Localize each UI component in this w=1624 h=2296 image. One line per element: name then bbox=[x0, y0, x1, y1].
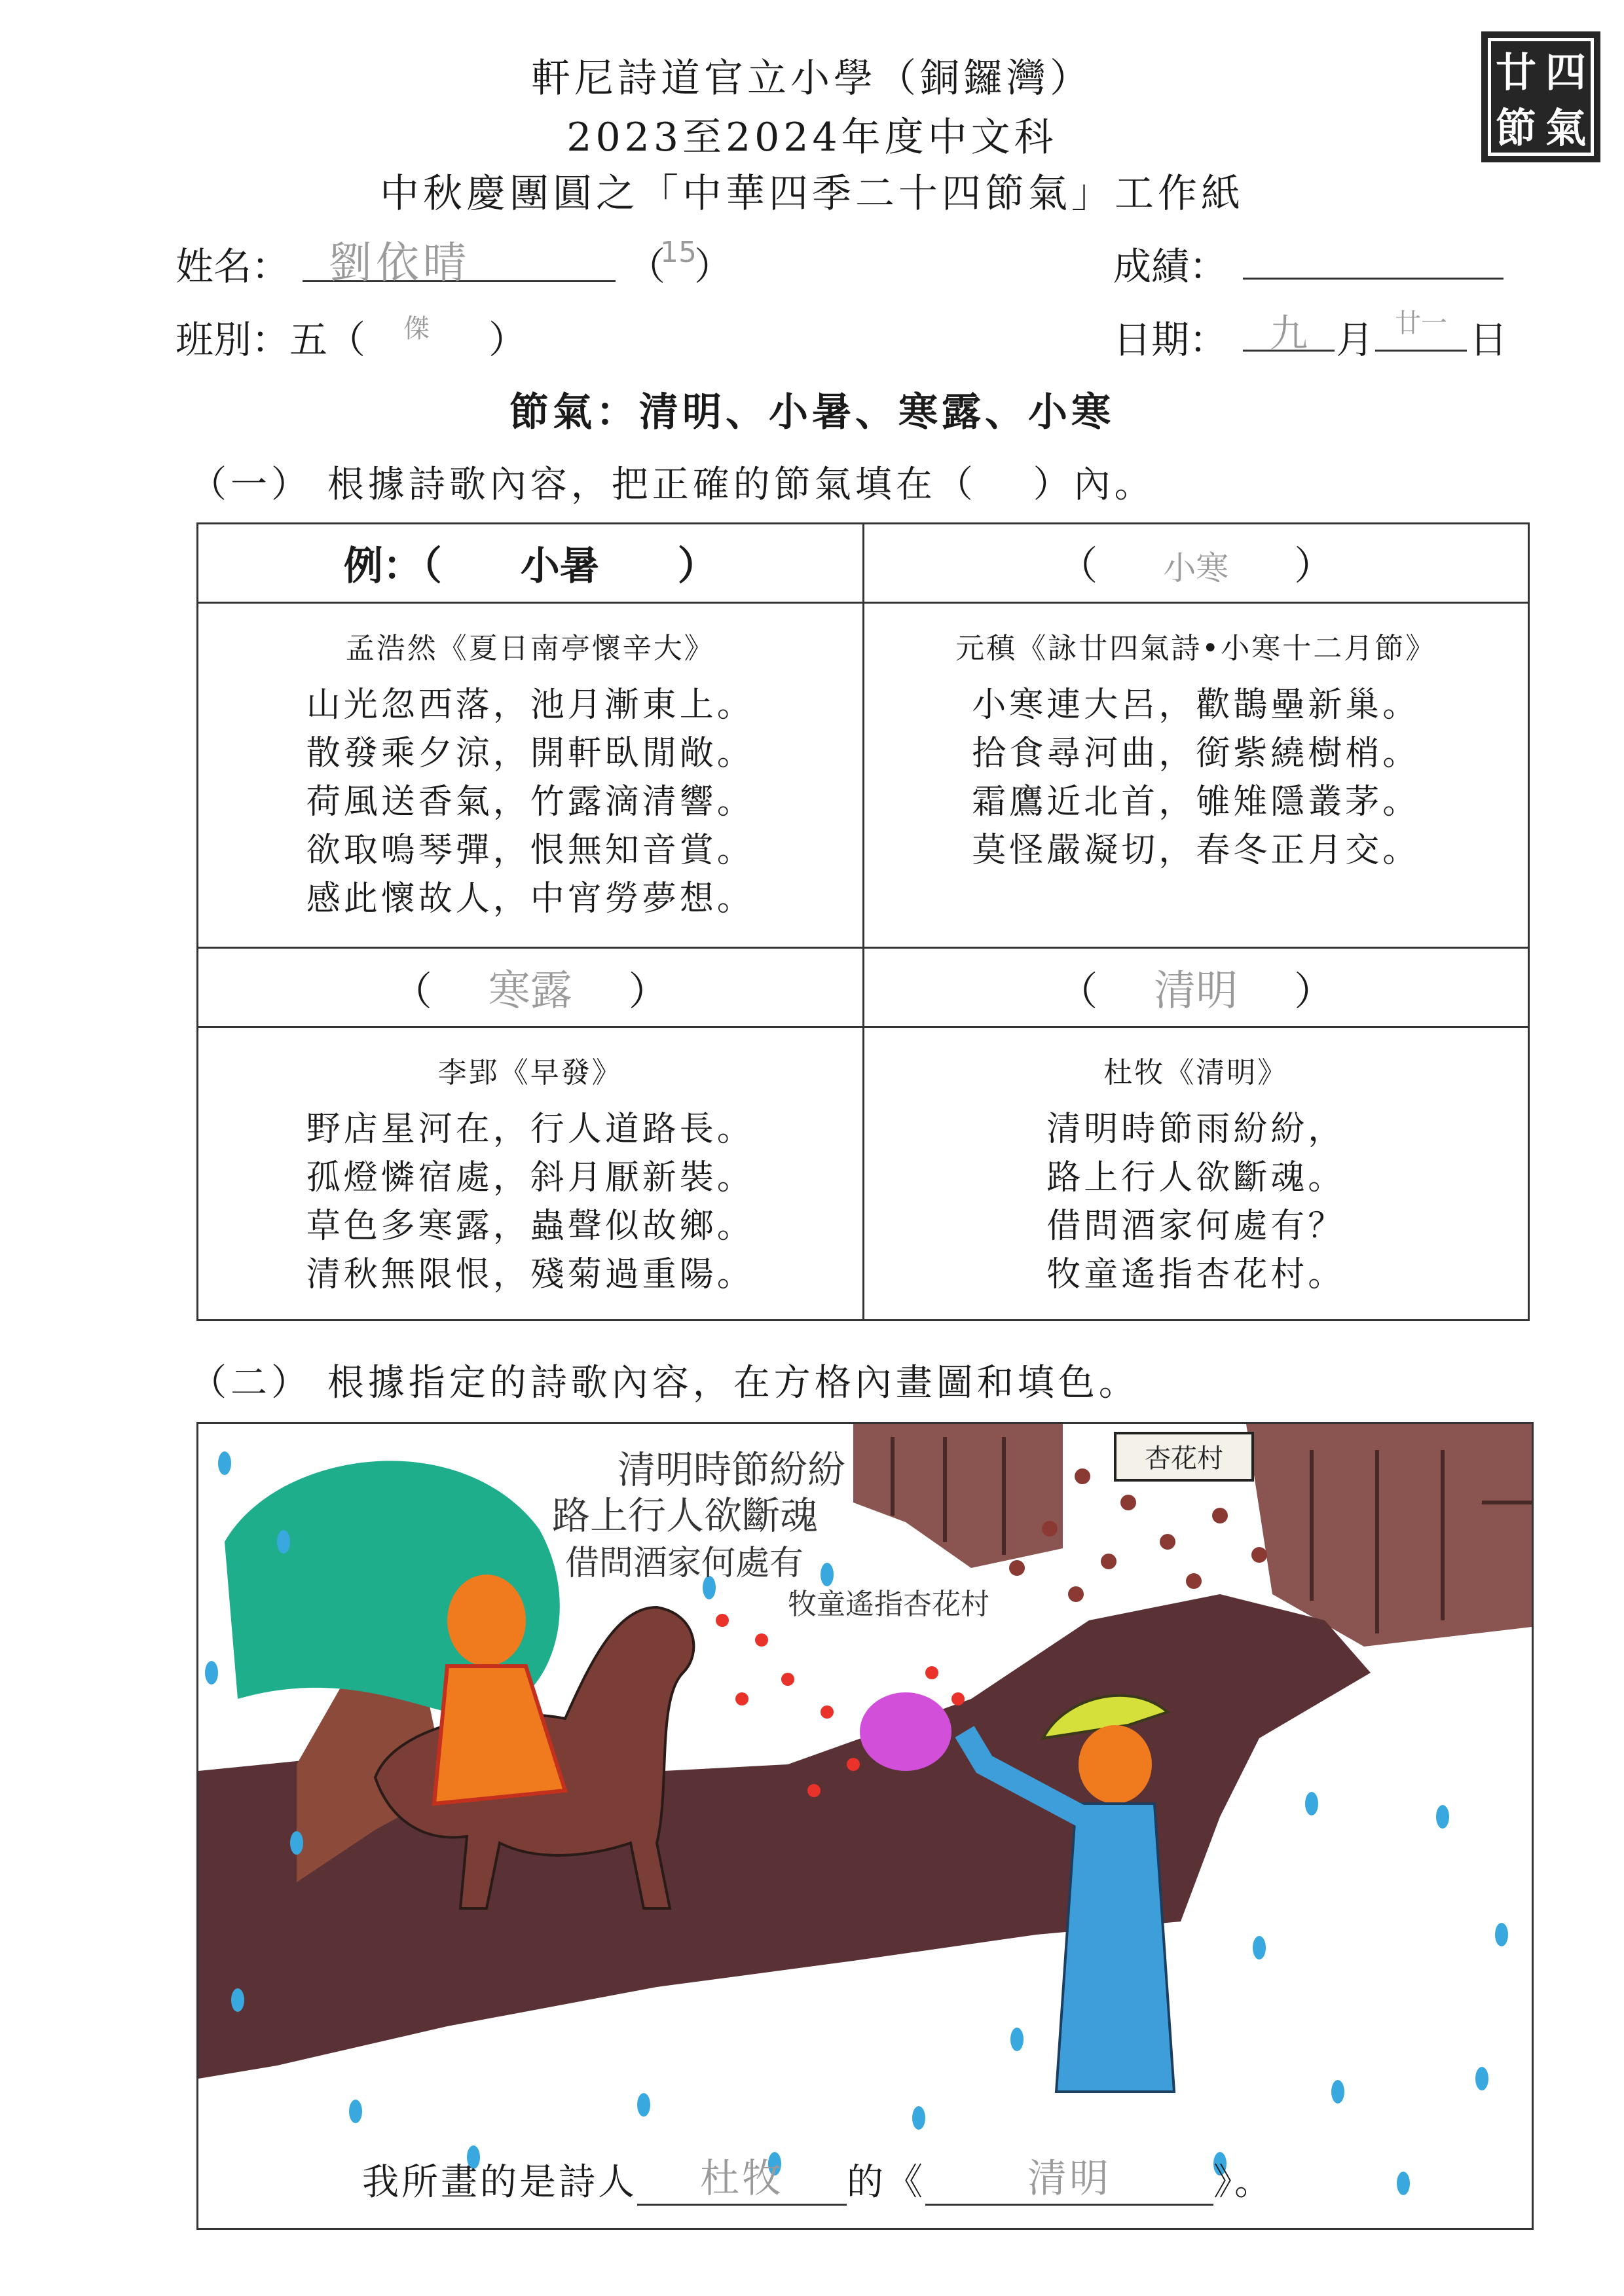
caption-prefix: 我所畫的是詩人 bbox=[362, 2161, 637, 2204]
name-label: 姓名： bbox=[175, 244, 290, 289]
drawing-poem-line: 牧童遙指杏花村 bbox=[788, 1588, 989, 1621]
poem-title: 李郢《早發》 bbox=[437, 1056, 623, 1090]
date-day-value: 廿一 bbox=[1395, 308, 1447, 338]
academic-year: 2023至2024年度中文科 bbox=[566, 115, 1058, 160]
school-name: 軒尼詩道官立小學（銅鑼灣） bbox=[531, 56, 1093, 101]
seal-char: 氣 bbox=[1545, 104, 1586, 152]
poem-line: 山光忽西落，池月漸東上。 bbox=[306, 685, 754, 725]
poem-line: 草色多寒露，蟲聲似故鄉。 bbox=[306, 1207, 754, 1247]
date-day-field[interactable] bbox=[1375, 302, 1467, 352]
village-building-left bbox=[853, 1424, 1063, 1568]
girl-face bbox=[447, 1575, 526, 1666]
poem-cell bbox=[863, 1027, 1529, 1321]
section1-instruction: （一） 根據詩歌內容，把正確的節氣填在（ ）內。 bbox=[190, 464, 1155, 506]
poem-line: 野店星河在，行人道路長。 bbox=[306, 1110, 754, 1150]
caption-suffix: 》。 bbox=[1213, 2161, 1274, 2204]
answer-cell[interactable]: （ 清明 ） bbox=[863, 948, 1529, 1027]
child-drawing bbox=[198, 1424, 1532, 2228]
answer-cell[interactable]: （ 寒露 ） bbox=[198, 948, 864, 1027]
poem-line: 路上行人欲斷魂。 bbox=[1046, 1158, 1346, 1198]
poem-title: 杜牧《清明》 bbox=[1103, 1056, 1289, 1090]
drawing-box[interactable] bbox=[196, 1422, 1534, 2230]
poet-field[interactable] bbox=[637, 2147, 847, 2206]
topic-heading: 節氣：清明、小暑、寒露、小寒 bbox=[509, 390, 1115, 435]
boy-face bbox=[1079, 1725, 1152, 1804]
poem-title: 孟浩然《夏日南亭懷辛大》 bbox=[345, 632, 715, 665]
poem-line: 散發乘夕涼，開軒臥閒敞。 bbox=[306, 734, 754, 773]
poem-line: 荷風送香氣，竹露滴清響。 bbox=[306, 782, 754, 822]
poem-line: 拾食尋河曲，銜紫繞樹梢。 bbox=[972, 734, 1420, 773]
student-number[interactable]: 15 bbox=[660, 236, 697, 269]
boy-robe bbox=[1056, 1804, 1174, 2092]
poem-field[interactable] bbox=[925, 2147, 1213, 2206]
poem-title: 元稹《詠廿四氣詩•小寒十二月節》 bbox=[955, 632, 1437, 665]
class-close: ） bbox=[489, 318, 527, 362]
date-month-value: 九 bbox=[1269, 311, 1308, 355]
poem-line: 借問酒家何處有？ bbox=[1046, 1207, 1346, 1247]
score-label: 成績： bbox=[1113, 244, 1228, 289]
number-open: （ bbox=[627, 244, 666, 289]
poem-line: 清明時節雨紛紛， bbox=[1046, 1110, 1346, 1150]
name-value: 劉依晴 bbox=[329, 238, 470, 288]
drawing-poem-line: 路上行人欲斷魂 bbox=[552, 1493, 819, 1538]
caption-middle: 的《 bbox=[847, 2161, 925, 2204]
answer-handwritten: 寒露 bbox=[488, 967, 572, 1016]
poem-line: 欲取鳴琴彈，恨無知音賞。 bbox=[306, 831, 754, 870]
month-label: 月 bbox=[1336, 318, 1375, 362]
drawing-caption bbox=[362, 2147, 1502, 2206]
example-answer-cell bbox=[198, 524, 864, 603]
score-field[interactable] bbox=[1243, 228, 1504, 280]
seal-char: 廿 bbox=[1495, 48, 1536, 96]
poem-cell bbox=[198, 1027, 864, 1321]
poem-line: 清秋無限恨，殘菊過重陽。 bbox=[306, 1255, 754, 1295]
drawing-poem-line: 清明時節紛紛 bbox=[618, 1448, 846, 1492]
drawing-poem-line: 借問酒家何處有 bbox=[565, 1544, 804, 1583]
example-answer: 例：（ 小暑 ） bbox=[343, 543, 717, 589]
poem-line: 孤燈憐宿處，斜月厭新裝。 bbox=[306, 1158, 754, 1198]
girl-dress bbox=[434, 1666, 565, 1804]
seal-char: 四 bbox=[1545, 48, 1586, 96]
seal-char: 節 bbox=[1495, 104, 1536, 152]
poem-line: 感此懷故人，中宵勞夢想。 bbox=[306, 879, 754, 919]
name-field[interactable] bbox=[303, 228, 616, 288]
poem-line: 小寒連大呂，歡鵲壘新巢。 bbox=[972, 685, 1420, 725]
pig bbox=[860, 1692, 951, 1771]
poem-line: 莫怪嚴凝切，春冬正月交。 bbox=[972, 831, 1420, 870]
class-label: 班別：五（ bbox=[175, 318, 366, 362]
day-label: 日 bbox=[1469, 318, 1508, 362]
answer-handwritten: 清明 bbox=[1154, 967, 1238, 1016]
date-label: 日期： bbox=[1113, 318, 1228, 362]
answer-handwritten: 小寒 bbox=[1163, 549, 1229, 587]
worksheet-title: 中秋慶團圓之「中華四季二十四節氣」工作紙 bbox=[380, 171, 1244, 217]
poem-line: 霜鷹近北首，雊雉隱叢茅。 bbox=[972, 782, 1420, 822]
class-value[interactable]: 傑 bbox=[403, 314, 430, 344]
poem-cell bbox=[863, 603, 1529, 948]
poem-line: 牧童遙指杏花村。 bbox=[1046, 1255, 1346, 1295]
poem-cell bbox=[198, 603, 864, 948]
section2-instruction: （二） 根據指定的詩歌內容，在方格內畫圖和填色。 bbox=[190, 1362, 1139, 1404]
poem-value: 清明 bbox=[1027, 2156, 1111, 2202]
date-month-field[interactable] bbox=[1243, 302, 1335, 355]
poem-table bbox=[196, 522, 1530, 1321]
answer-cell[interactable]: （ 小寒 ） bbox=[863, 524, 1529, 603]
village-sign-text: 杏花村 bbox=[1145, 1444, 1223, 1474]
number-close: ） bbox=[694, 244, 733, 289]
poet-value: 杜牧 bbox=[700, 2156, 784, 2202]
